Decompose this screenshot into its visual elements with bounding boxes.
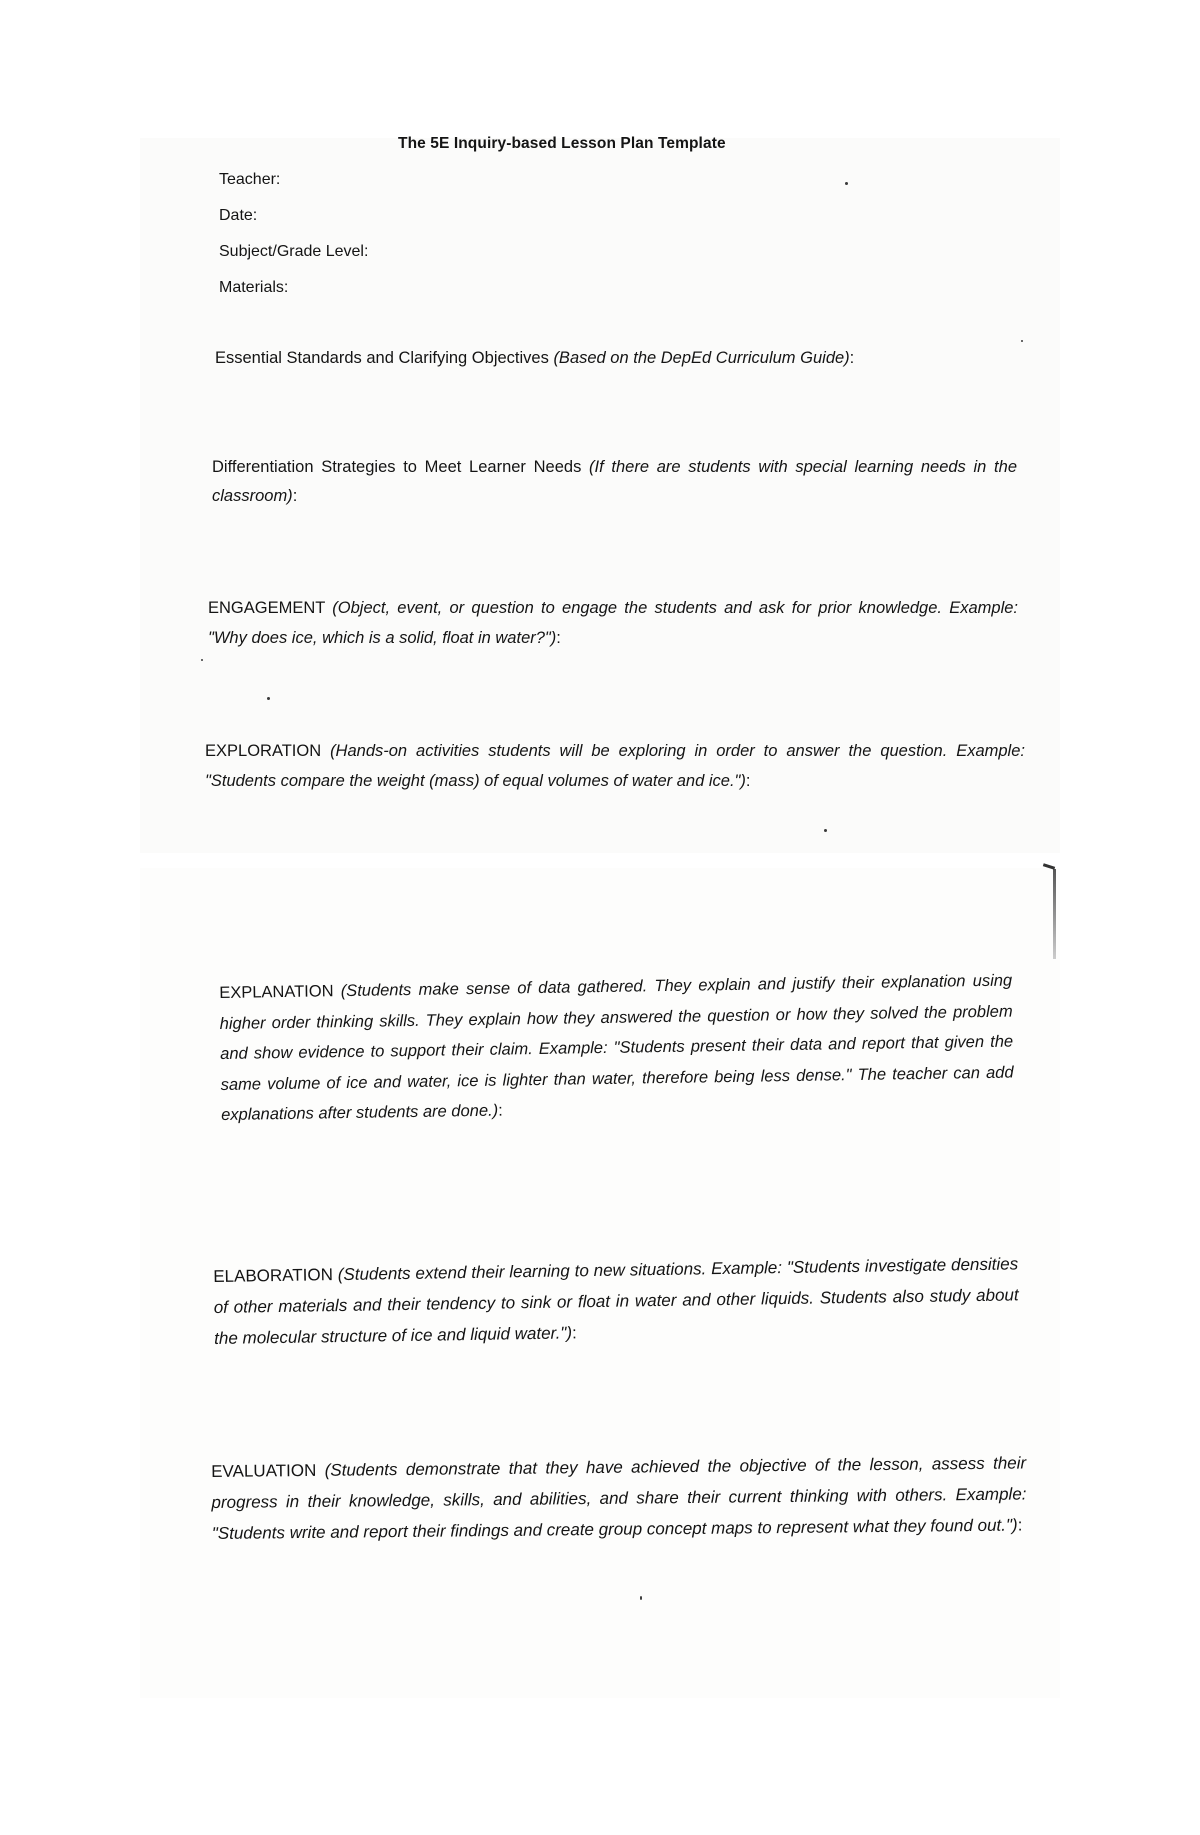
date-label: Date: — [219, 207, 258, 224]
section-heading: ELABORATION — [213, 1265, 334, 1286]
section-suffix: : — [571, 1323, 577, 1343]
section-heading: EVALUATION — [211, 1460, 317, 1481]
scan-speck — [267, 697, 270, 700]
section-description: (If there are students with special learning needs in the classroom) — [212, 458, 1017, 505]
section-heading: Essential Standards and Clarifying Objectives — [215, 349, 549, 367]
explanation-section — [219, 966, 1014, 1131]
exploration-section — [205, 736, 1025, 796]
section-heading: Differentiation Strategies to Meet Learner Needs — [212, 458, 582, 476]
evaluation-section — [211, 1447, 1027, 1549]
scan-speck — [845, 182, 848, 185]
scan-edge-mark — [1053, 869, 1056, 959]
materials-label: Materials: — [219, 279, 289, 296]
section-heading: ENGAGEMENT — [208, 599, 326, 617]
section-description: (Students extend their learning to new situations. Example: "Students investigate densities of other materials and their tendency to sink or float in water and other liquids. Students also study about the molecular structure of ice and liquid water.") — [213, 1254, 1019, 1348]
differentiation-section — [212, 453, 1017, 511]
section-suffix: : — [497, 1101, 503, 1120]
engagement-section — [208, 593, 1018, 653]
elaboration-section — [213, 1248, 1019, 1354]
section-description: (Hands-on activities students will be exploring in order to answer the question. Example: "Students compare the weight (mass) of equal volumes of water and ice.") — [205, 742, 1025, 790]
scan-speck — [640, 1596, 642, 1600]
section-suffix: : — [1017, 1515, 1023, 1535]
section-heading: EXPLANATION — [219, 982, 334, 1002]
section-description: (Based on the DepEd Curriculum Guide) — [553, 349, 850, 367]
section-description: (Students demonstrate that they have achieved the objective of the lesson, assess their progress in their knowledge, skills, and abilities, and share their current thinking with others. Example: "Students write and report their findings and create group concept maps to represent what they found out.") — [211, 1453, 1027, 1543]
scan-speck — [824, 829, 827, 832]
scan-speck — [1021, 340, 1023, 342]
subject-grade-label: Subject/Grade Level: — [219, 243, 369, 260]
teacher-label: Teacher: — [219, 171, 281, 188]
page-title: The 5E Inquiry-based Lesson Plan Template — [398, 135, 726, 152]
section-suffix: : — [556, 629, 561, 647]
scan-speck — [201, 659, 203, 661]
section-suffix: : — [292, 487, 298, 505]
section-suffix: : — [849, 349, 855, 367]
section-heading: EXPLORATION — [205, 742, 322, 760]
essential-standards-section — [215, 343, 1015, 373]
section-description: (Students make sense of data gathered. They explain and justify their explanation using higher order thinking skills. They explain how they answered the question or how they solved the problem and show evidence to support their claim. Example: "Students present their data and report that given the same volume of ice and water, ice is lighter than water, therefore being less dense." The teacher can add explanations after students are done.) — [219, 971, 1014, 1124]
section-suffix: : — [745, 772, 751, 790]
section-description: (Object, event, or question to engage the students and ask for prior knowledge. Example: "Why does ice, which is a solid, float in water?") — [208, 599, 1019, 647]
